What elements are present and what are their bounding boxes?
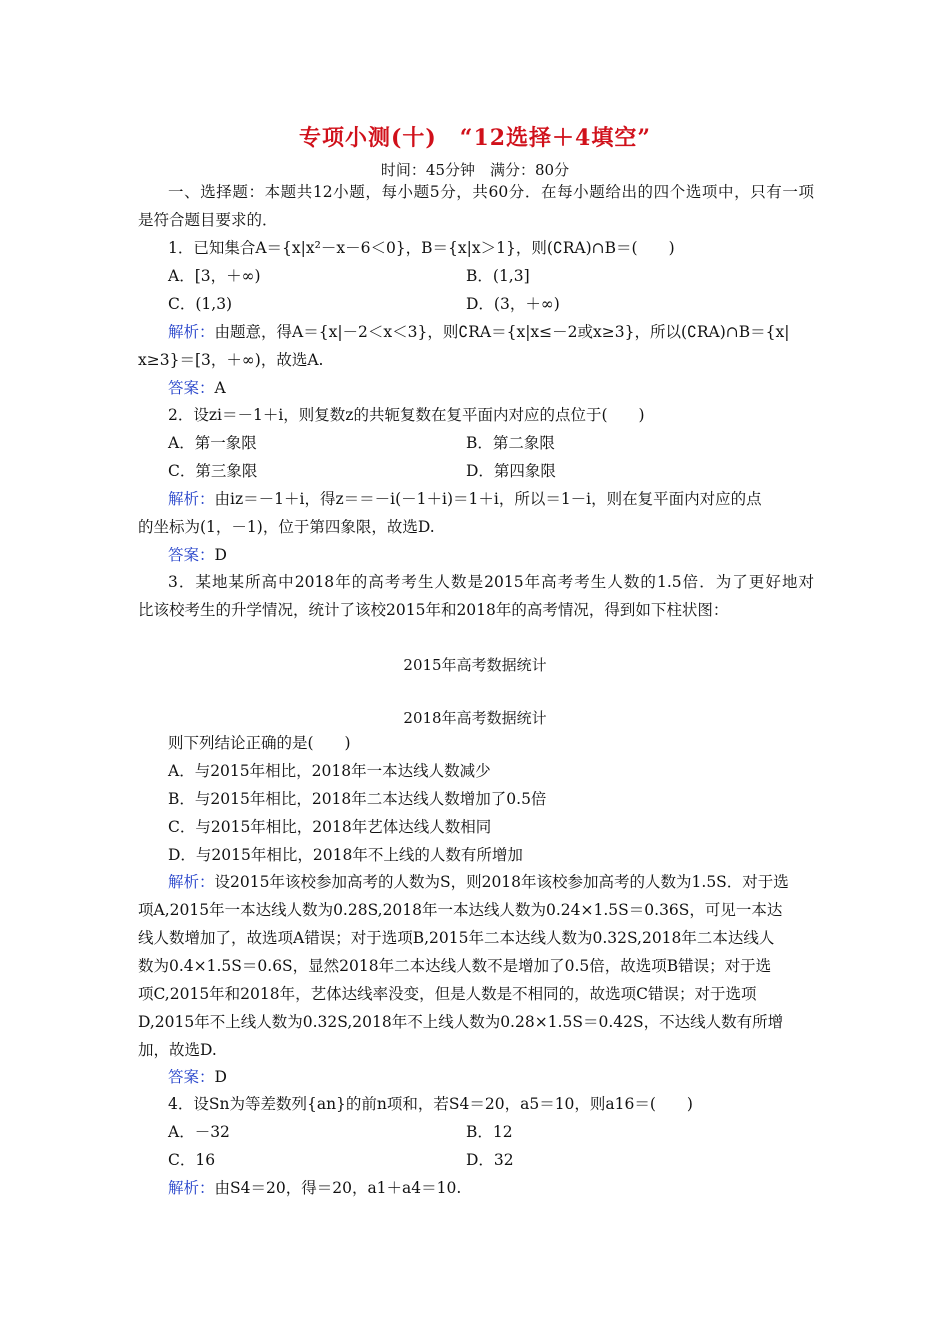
q1-answer [168,378,226,398]
q3-stem-line1: 3．某地某所高中2018年的高考考生人数是2015年高考考生人数的1.5倍．为了更好地对 [168,573,814,591]
q3-answer-value: D [214,1068,227,1086]
analysis-label: 解析： [168,873,215,891]
q3-analysis-line5: 项C,2015年和2018年，艺体达线率没变，但是人数是不相同的，故选项C错误；对于选项 [138,985,757,1003]
q4-analysis-line1 [168,1178,461,1198]
q1-option-a: A．[3，＋∞) [168,267,261,285]
q2-option-a: A．第一象限 [168,434,257,452]
analysis-label: 解析： [168,1179,215,1197]
q3-analysis-text: 设2015年该校参加高考的人数为S，则2018年该校参加高考的人数为1.5S．对于选 [214,873,789,891]
q3-option-d: D．与2015年相比，2018年不上线的人数有所增加 [168,846,523,864]
q2-answer-value: D [214,546,227,564]
q4-analysis-text: 由S4＝20，得＝20，a1＋a4＝10. [214,1179,462,1197]
q2-option-b: B．第二象限 [466,434,555,452]
answer-label: 答案： [168,1068,215,1086]
q3-answer [168,1067,227,1087]
q4-option-a: A．－32 [168,1123,230,1141]
analysis-label: 解析： [168,490,215,508]
q3-analysis-line2: 项A,2015年一本达线人数为0.28S,2018年一本达线人数为0.24×1.5S＝0.36S，可见一本达 [138,901,783,919]
chart-2018-caption: 2018年高考数据统计 [403,709,547,727]
q1-stem: 1．已知集合A＝{x|x²－x－6＜0}，B＝{x|x＞1}，则(∁RA)∩B＝( ) [168,239,675,257]
q1-option-c: C．(1,3) [168,295,233,313]
q3-analysis-line1 [168,872,789,892]
answer-label: 答案： [168,546,215,564]
q4-stem: 4．设Sn为等差数列{an}的前n项和，若S4＝20，a5＝10，则a16＝( ) [168,1095,693,1113]
q2-analysis-line1 [168,489,762,509]
q1-analysis-line2: x≥3}＝[3，＋∞)，故选A. [138,351,324,369]
exam-time-score: 时间：45分钟 满分：80分 [380,161,570,179]
q2-stem: 2．设zi＝－1＋i，则复数z的共轭复数在复平面内对应的点位于( ) [168,406,645,424]
chart-2015-caption: 2015年高考数据统计 [403,656,547,674]
q2-analysis-text: 由iz＝－1＋i，得z＝＝－i(－1＋i)＝1＋i，所以＝1－i，则在复平面内对应的点 [214,490,762,508]
section-intro-line2: 是符合题目要求的． [138,211,278,229]
q1-answer-value: A [214,379,226,397]
analysis-label: 解析： [168,323,215,341]
q3-analysis-line4: 数为0.4×1.5S＝0.6S，显然2018年二本达线人数不是增加了0.5倍，故选项B错误；对于选 [138,957,772,975]
q1-option-b: B．(1,3] [466,267,530,285]
q2-analysis-line2: 的坐标为(1，－1)，位于第四象限，故选D. [138,518,435,536]
q1-analysis-line1 [168,322,789,342]
section-intro-line1: 一、选择题：本题共12小题，每小题5分，共60分．在每小题给出的四个选项中，只有一项 [168,183,814,201]
q4-option-d: D．32 [466,1151,514,1169]
q4-option-b: B．12 [466,1123,513,1141]
q2-option-c: C．第三象限 [168,462,258,480]
q4-option-c: C．16 [168,1151,216,1169]
answer-label: 答案： [168,379,215,397]
q3-option-a: A．与2015年相比，2018年一本达线人数减少 [168,762,491,780]
q3-option-b: B．与2015年相比，2018年二本达线人数增加了0.5倍 [168,790,547,808]
q3-analysis-line3: 线人数增加了，故选项A错误；对于选项B,2015年二本达线人数为0.32S,2018年二本达线人 [138,929,775,947]
q3-stem-line2: 比该校考生的升学情况，统计了该校2015年和2018年的高考情况，得到如下柱状图： [138,601,729,619]
q2-option-d: D．第四象限 [466,462,556,480]
q2-answer [168,545,227,565]
q1-option-d: D．(3，＋∞) [466,295,560,313]
page-title: 专项小测(十) “12选择＋4填空” [298,125,652,151]
q1-analysis-text: 由题意，得A＝{x|－2＜x＜3}，则∁RA＝{x|x≤－2或x≥3}，所以(∁RA)∩B＝{x| [214,323,790,341]
q3-analysis-line7: 加，故选D. [138,1041,217,1059]
q3-option-c: C．与2015年相比，2018年艺体达线人数相同 [168,818,492,836]
q3-question: 则下列结论正确的是( ) [168,734,351,752]
q3-analysis-line6: D,2015年不上线人数为0.32S,2018年不上线人数为0.28×1.5S＝0.42S，不达线人数有所增 [138,1013,784,1031]
